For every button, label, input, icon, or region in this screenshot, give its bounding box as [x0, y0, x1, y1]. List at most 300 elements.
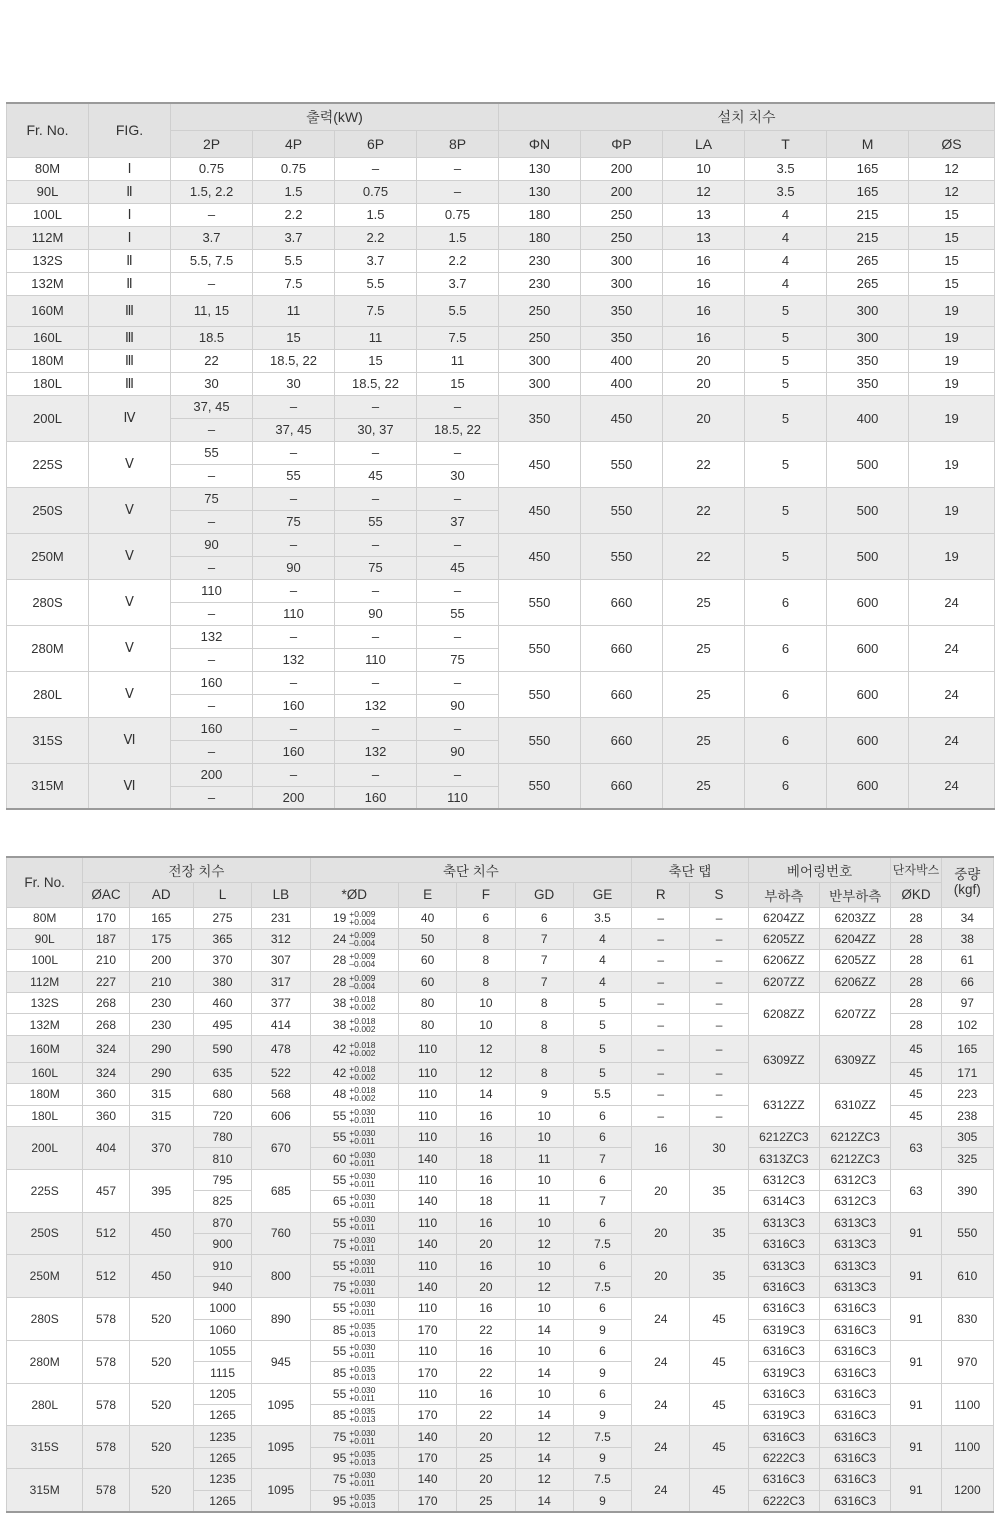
frame-number-cell: 160L: [7, 1062, 83, 1083]
power-cell: –: [253, 671, 335, 694]
bearing-anti-load-side-cell: 6212ZC3: [820, 1148, 891, 1169]
tap-s-cell: –: [690, 993, 748, 1014]
power-cell: –: [171, 786, 253, 809]
install-dim-cell: 22: [663, 441, 745, 487]
power-cell: –: [335, 395, 417, 418]
tap-s-cell: –: [690, 1035, 748, 1062]
header-output: 출력(kW): [171, 103, 499, 130]
power-cell: 110: [417, 786, 499, 809]
ac-cell: 457: [83, 1169, 129, 1212]
frame-number-cell: 80M: [7, 907, 83, 928]
length-cell: 590: [193, 1035, 251, 1062]
install-dim-cell: 15: [909, 249, 995, 272]
tap-s-cell: 45: [690, 1383, 748, 1426]
tolerance-lower: +0.011: [349, 1114, 375, 1125]
header-tap: 축단 탭: [632, 857, 749, 882]
f-cell: 14: [457, 1084, 515, 1105]
diameter-value: 55: [332, 1386, 347, 1401]
bearing-load-side-cell: 6312C3: [748, 1169, 819, 1190]
install-dim-cell: 230: [499, 249, 581, 272]
gd-cell: 11: [515, 1148, 573, 1169]
bearing-load-side-cell: 6319C3: [748, 1319, 819, 1340]
tolerance-upper: +0.030: [349, 1106, 376, 1117]
kd-cell: 91: [891, 1426, 941, 1469]
e-cell: 60: [398, 971, 456, 992]
tolerance: [349, 1193, 375, 1209]
install-dim-cell: 550: [581, 487, 663, 533]
tolerance-upper: +0.018: [349, 994, 376, 1005]
bearing-anti-load-side-cell: 6316C3: [820, 1340, 891, 1361]
tolerance-lower: +0.013: [349, 1414, 376, 1425]
tolerance-upper: +0.030: [349, 1299, 376, 1310]
length-cell: 810: [193, 1148, 251, 1169]
frame-number-cell: 132M: [7, 1014, 83, 1035]
bearing-load-side-cell: 6222C3: [748, 1490, 819, 1511]
diameter-value: 75: [332, 1472, 347, 1487]
bearing-load-side-cell: 6207ZZ: [748, 971, 819, 992]
tolerance: [349, 1429, 375, 1445]
e-cell: 140: [398, 1233, 456, 1254]
length-cell: 1235: [193, 1469, 251, 1490]
fig-cell: Ⅲ: [89, 326, 171, 349]
ac-cell: 187: [83, 928, 129, 949]
ad-cell: 520: [129, 1469, 193, 1512]
gd-cell: 9: [515, 1084, 573, 1105]
power-cell: 3.7: [171, 226, 253, 249]
f-cell: 18: [457, 1148, 515, 1169]
power-cell: 7.5: [417, 326, 499, 349]
diameter-value: 85: [332, 1365, 347, 1380]
power-cell: 75: [171, 487, 253, 510]
tolerance-upper: +0.035: [349, 1363, 376, 1374]
table-row: [7, 1255, 994, 1276]
tolerance-upper: +0.030: [349, 1470, 376, 1481]
power-cell: –: [335, 671, 417, 694]
install-dim-cell: 400: [581, 372, 663, 395]
install-dim-cell: 19: [909, 441, 995, 487]
power-cell: 200: [253, 786, 335, 809]
e-cell: 110: [398, 1105, 456, 1126]
bearing-load-side-cell: 6312ZZ: [748, 1084, 819, 1127]
fig-cell: Ⅴ: [89, 625, 171, 671]
bearing-load-side-cell: 6313C3: [748, 1255, 819, 1276]
bearing-load-side-cell: 6316C3: [748, 1383, 819, 1404]
fig-cell: Ⅴ: [89, 579, 171, 625]
e-cell: 110: [398, 1212, 456, 1233]
tolerance-lower: +0.002: [349, 1023, 376, 1034]
tap-s-cell: 35: [690, 1169, 748, 1212]
power-cell: –: [171, 272, 253, 295]
ad-cell: 200: [129, 950, 193, 971]
frame-number-cell: 132S: [7, 249, 89, 272]
tolerance: [349, 1215, 375, 1231]
shaft-diameter-cell: [310, 1469, 398, 1490]
tolerance-lower: +0.011: [349, 1392, 375, 1403]
bearing-load-side-cell: 6316C3: [748, 1340, 819, 1361]
e-cell: 60: [398, 950, 456, 971]
kd-cell: 28: [891, 971, 941, 992]
lb-cell: 568: [252, 1084, 310, 1105]
power-cell: 5.5: [335, 272, 417, 295]
f-cell: 8: [457, 950, 515, 971]
weight-cell: 305: [941, 1127, 993, 1148]
ac-cell: 360: [83, 1105, 129, 1126]
power-cell: 110: [335, 648, 417, 671]
shaft-diameter-cell: [310, 1084, 398, 1105]
power-cell: 132: [335, 740, 417, 763]
ac-cell: 324: [83, 1035, 129, 1062]
tolerance-upper: +0.035: [349, 1406, 376, 1417]
tolerance: [349, 1086, 375, 1102]
frame-number-cell: 315S: [7, 717, 89, 763]
header-d: *ØD: [310, 882, 398, 907]
tolerance: [349, 1108, 375, 1124]
e-cell: 110: [398, 1062, 456, 1083]
kd-cell: 91: [891, 1212, 941, 1255]
power-cell: 75: [335, 556, 417, 579]
ad-cell: 520: [129, 1298, 193, 1341]
frame-number-cell: 160L: [7, 326, 89, 349]
gd-cell: 12: [515, 1426, 573, 1447]
diameter-value: 95: [332, 1451, 347, 1466]
power-cell: 5.5, 7.5: [171, 249, 253, 272]
tap-s-cell: 45: [690, 1340, 748, 1383]
tolerance-upper: +0.030: [349, 1213, 376, 1224]
tap-s-cell: –: [690, 971, 748, 992]
shaft-diameter-cell: [310, 1169, 398, 1190]
kd-cell: 91: [891, 1255, 941, 1298]
install-dim-cell: 600: [827, 763, 909, 809]
power-cell: 11, 15: [171, 295, 253, 326]
power-cell: 15: [253, 326, 335, 349]
header-s2: S: [690, 882, 748, 907]
ac-cell: 512: [83, 1255, 129, 1298]
install-dim-cell: 25: [663, 671, 745, 717]
install-dim-cell: 5: [745, 487, 827, 533]
bearing-anti-load-side-cell: 6310ZZ: [820, 1084, 891, 1127]
power-cell: 132: [335, 694, 417, 717]
frame-number-cell: 180M: [7, 349, 89, 372]
length-cell: 460: [193, 993, 251, 1014]
frame-number-cell: 112M: [7, 226, 89, 249]
f-cell: 16: [457, 1383, 515, 1404]
table-row: [7, 372, 995, 395]
f-cell: 12: [457, 1062, 515, 1083]
ac-cell: 512: [83, 1212, 129, 1255]
install-dim-cell: 660: [581, 671, 663, 717]
f-cell: 16: [457, 1298, 515, 1319]
table-row: [7, 487, 995, 510]
frame-number-cell: 160M: [7, 295, 89, 326]
weight-cell: 66: [941, 971, 993, 992]
tolerance: [349, 1279, 375, 1295]
fig-cell: Ⅴ: [89, 487, 171, 533]
bearing-anti-load-side-cell: 6313C3: [820, 1233, 891, 1254]
bearing-load-side-cell: 6205ZZ: [748, 928, 819, 949]
ac-cell: 404: [83, 1127, 129, 1170]
tolerance-lower: +0.013: [349, 1371, 376, 1382]
install-dim-cell: 180: [499, 226, 581, 249]
f-cell: 12: [457, 1035, 515, 1062]
f-cell: 22: [457, 1319, 515, 1340]
gd-cell: 10: [515, 1340, 573, 1361]
lb-cell: 231: [252, 907, 310, 928]
power-cell: –: [171, 694, 253, 717]
tolerance-upper: +0.018: [349, 1015, 376, 1026]
table-row: [7, 671, 995, 694]
weight-cell: 61: [941, 950, 993, 971]
power-cell: –: [253, 533, 335, 556]
bearing-load-side-cell: 6313ZC3: [748, 1148, 819, 1169]
frame-number-cell: 280L: [7, 671, 89, 717]
install-dim-cell: 350: [581, 326, 663, 349]
gd-cell: 12: [515, 1469, 573, 1490]
install-dim-cell: 660: [581, 625, 663, 671]
power-cell: 18.5: [171, 326, 253, 349]
weight-cell: 171: [941, 1062, 993, 1083]
shaft-diameter-cell: [310, 1127, 398, 1148]
bearing-load-side-cell: 6212ZC3: [748, 1127, 819, 1148]
install-dim-cell: 250: [499, 326, 581, 349]
tolerance: [349, 931, 375, 947]
install-dim-cell: 450: [499, 533, 581, 579]
f-cell: 20: [457, 1426, 515, 1447]
header-e: E: [398, 882, 456, 907]
shaft-diameter-cell: [310, 1405, 398, 1426]
shaft-diameter-cell: [310, 950, 398, 971]
tap-r-cell: 24: [632, 1469, 690, 1512]
header-6p: 6P: [335, 130, 417, 157]
weight-cell: 550: [941, 1212, 993, 1255]
gd-cell: 10: [515, 1298, 573, 1319]
ge-cell: 6: [573, 1212, 631, 1233]
table-row: [7, 180, 995, 203]
tap-r-cell: –: [632, 993, 690, 1014]
table-row: [7, 249, 995, 272]
frame-number-cell: 225S: [7, 441, 89, 487]
power-cell: 1.5: [335, 203, 417, 226]
install-dim-cell: 19: [909, 295, 995, 326]
weight-cell: 102: [941, 1014, 993, 1035]
install-dim-cell: 500: [827, 487, 909, 533]
length-cell: 495: [193, 1014, 251, 1035]
header-install: 설치 치수: [499, 103, 995, 130]
weight-cell: 390: [941, 1169, 993, 1212]
power-cell: 1.5: [417, 226, 499, 249]
table-row: [7, 349, 995, 372]
install-dim-cell: 600: [827, 625, 909, 671]
ac-cell: 578: [83, 1298, 129, 1341]
tap-s-cell: –: [690, 1062, 748, 1083]
tap-s-cell: –: [690, 950, 748, 971]
f-cell: 16: [457, 1340, 515, 1361]
install-dim-cell: 24: [909, 579, 995, 625]
header-lb: LB: [252, 882, 310, 907]
ad-cell: 230: [129, 1014, 193, 1035]
frame-number-cell: 100L: [7, 203, 89, 226]
gd-cell: 10: [515, 1212, 573, 1233]
header-t: T: [745, 130, 827, 157]
kd-cell: 28: [891, 1014, 941, 1035]
power-cell: –: [253, 395, 335, 418]
install-dim-cell: 25: [663, 625, 745, 671]
table-row: [7, 441, 995, 464]
length-cell: 370: [193, 950, 251, 971]
kd-cell: 91: [891, 1383, 941, 1426]
power-cell: 37: [417, 510, 499, 533]
install-dim-cell: 265: [827, 249, 909, 272]
tap-r-cell: –: [632, 950, 690, 971]
tolerance: [349, 1471, 375, 1487]
install-dim-cell: 450: [581, 395, 663, 441]
power-cell: 0.75: [253, 157, 335, 180]
length-cell: 275: [193, 907, 251, 928]
tap-r-cell: 20: [632, 1255, 690, 1298]
ac-cell: 268: [83, 1014, 129, 1035]
header-ac: ØAC: [83, 882, 129, 907]
ge-cell: 4: [573, 971, 631, 992]
table-row: [7, 950, 994, 971]
power-cell: 1.5: [253, 180, 335, 203]
fig-cell: Ⅰ: [89, 203, 171, 226]
power-cell: 200: [171, 763, 253, 786]
fig-cell: Ⅲ: [89, 372, 171, 395]
e-cell: 140: [398, 1426, 456, 1447]
tolerance: [349, 1322, 375, 1338]
diameter-value: 85: [332, 1408, 347, 1423]
header-4p: 4P: [253, 130, 335, 157]
install-dim-cell: 550: [499, 625, 581, 671]
fig-cell: Ⅵ: [89, 717, 171, 763]
length-cell: 365: [193, 928, 251, 949]
lb-cell: 760: [252, 1212, 310, 1255]
gd-cell: 12: [515, 1233, 573, 1254]
install-dim-cell: 5: [745, 349, 827, 372]
power-cell: –: [417, 579, 499, 602]
gd-cell: 14: [515, 1490, 573, 1511]
tap-r-cell: –: [632, 907, 690, 928]
frame-number-cell: 280S: [7, 1298, 83, 1341]
f-cell: 10: [457, 1014, 515, 1035]
kd-cell: 28: [891, 907, 941, 928]
install-dim-cell: 550: [499, 763, 581, 809]
lb-cell: 1095: [252, 1426, 310, 1469]
diameter-value: 75: [332, 1279, 347, 1294]
install-dim-cell: 300: [499, 372, 581, 395]
lb-cell: 307: [252, 950, 310, 971]
install-dim-cell: 350: [827, 372, 909, 395]
ad-cell: 315: [129, 1105, 193, 1126]
weight-cell: 223: [941, 1084, 993, 1105]
power-cell: 90: [417, 694, 499, 717]
weight-cell: 34: [941, 907, 993, 928]
lb-cell: 317: [252, 971, 310, 992]
power-cell: 18.5, 22: [335, 372, 417, 395]
length-cell: 900: [193, 1233, 251, 1254]
e-cell: 110: [398, 1084, 456, 1105]
power-cell: –: [253, 579, 335, 602]
ad-cell: 290: [129, 1035, 193, 1062]
install-dim-cell: 250: [581, 203, 663, 226]
diameter-value: 38: [332, 996, 347, 1011]
table-row: [7, 579, 995, 602]
install-dim-cell: 500: [827, 441, 909, 487]
install-dim-cell: 550: [499, 579, 581, 625]
gd-cell: 10: [515, 1383, 573, 1404]
power-cell: 37, 45: [171, 395, 253, 418]
tolerance-upper: +0.018: [349, 1064, 376, 1075]
frame-number-cell: 180L: [7, 372, 89, 395]
frame-number-cell: 225S: [7, 1169, 83, 1212]
e-cell: 140: [398, 1276, 456, 1297]
tap-s-cell: 45: [690, 1298, 748, 1341]
tap-r-cell: 20: [632, 1169, 690, 1212]
ad-cell: 230: [129, 993, 193, 1014]
install-dim-cell: 5: [745, 295, 827, 326]
ad-cell: 520: [129, 1340, 193, 1383]
tolerance: [349, 1386, 375, 1402]
e-cell: 80: [398, 1014, 456, 1035]
bearing-load-side-cell: 6206ZZ: [748, 950, 819, 971]
gd-cell: 7: [515, 928, 573, 949]
gd-cell: 8: [515, 1062, 573, 1083]
power-cell: –: [417, 395, 499, 418]
header-shaft: 축단 치수: [310, 857, 632, 882]
f-cell: 20: [457, 1233, 515, 1254]
power-cell: 2.2: [335, 226, 417, 249]
install-dim-cell: 350: [827, 349, 909, 372]
install-dim-cell: 4: [745, 249, 827, 272]
install-dim-cell: 230: [499, 272, 581, 295]
power-cell: 18.5, 22: [417, 418, 499, 441]
install-dim-cell: 215: [827, 226, 909, 249]
power-cell: 18.5, 22: [253, 349, 335, 372]
power-cell: 55: [335, 510, 417, 533]
tolerance: [349, 995, 375, 1011]
install-dim-cell: 19: [909, 395, 995, 441]
lb-cell: 606: [252, 1105, 310, 1126]
table-row: [7, 625, 995, 648]
ac-cell: 578: [83, 1426, 129, 1469]
power-cell: 90: [335, 602, 417, 625]
power-cell: 132: [253, 648, 335, 671]
table-row: [7, 763, 995, 786]
tolerance-upper: +0.030: [349, 1192, 376, 1203]
power-cell: 3.7: [335, 249, 417, 272]
install-dim-cell: 20: [663, 395, 745, 441]
table-row: [7, 1127, 994, 1148]
ge-cell: 5: [573, 993, 631, 1014]
ge-cell: 9: [573, 1405, 631, 1426]
install-dim-cell: 3.5: [745, 157, 827, 180]
tolerance-upper: +0.030: [349, 1384, 376, 1395]
kd-cell: 91: [891, 1340, 941, 1383]
ge-cell: 3.5: [573, 907, 631, 928]
power-cell: 5.5: [417, 295, 499, 326]
weight-cell: 325: [941, 1148, 993, 1169]
lb-cell: 890: [252, 1298, 310, 1341]
length-cell: 1265: [193, 1405, 251, 1426]
header-r: R: [632, 882, 690, 907]
power-cell: 132: [171, 625, 253, 648]
power-cell: 110: [253, 602, 335, 625]
tolerance: [349, 1065, 375, 1081]
ge-cell: 6: [573, 1127, 631, 1148]
ge-cell: 5: [573, 1014, 631, 1035]
frame-number-cell: 200L: [7, 1127, 83, 1170]
power-cell: –: [417, 717, 499, 740]
install-dim-cell: 5: [745, 326, 827, 349]
